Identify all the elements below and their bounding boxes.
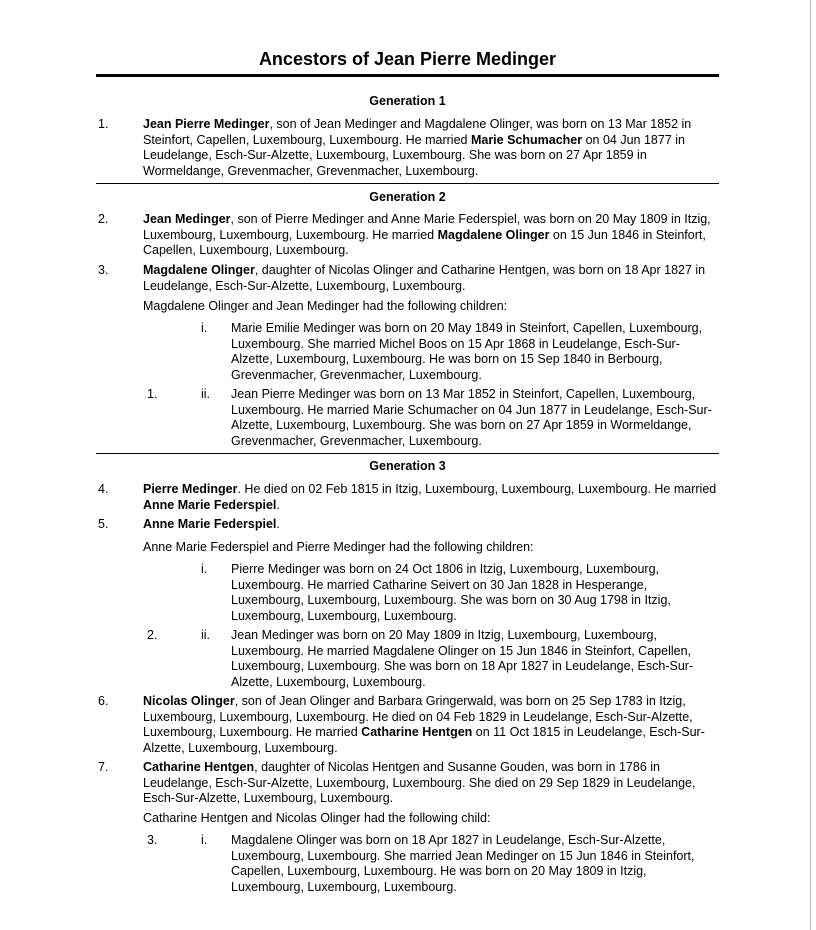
ancestor-entry: 3. Magdalene Olinger, daughter of Nicolas Olinger and Catharine Hentgen, was born on 18 Apr 1827 in Leudelange, Esch-Sur-Alzette, Luxembourg, Luxembourg. — [98, 263, 706, 293]
generation-heading: Generation 3 — [369, 459, 446, 473]
entry-number: 6. — [98, 694, 109, 708]
ancestor-entry: 4. Pierre Medinger. He died on 02 Feb 1815 in Itzig, Luxembourg, Luxembourg, Luxembourg. He married Anne Marie Federspiel. — [98, 482, 717, 512]
entry-number: 5. — [98, 517, 109, 531]
child-text: Magdalene Olinger was born on 18 Apr 1827 in Leudelange, Esch-Sur-Alzette, Luxembourg, Luxembourg. She married Jean Medinger on 15 Jun 1846 in Steinfort, Capellen, Luxembourg, Luxembourg. He was born on 20 May 1809 in Itzig, Luxembourg, Luxembourg, Luxembourg. — [231, 833, 695, 894]
generation-heading: Generation 2 — [369, 190, 446, 204]
spouse-name: Catharine Hentgen — [361, 725, 473, 739]
child-text: Jean Pierre Medinger was born on 13 Mar 1852 in Steinfort, Capellen, Luxembourg, Luxembourg. He married Marie Schumacher on 04 Jun 1877 in Leudelange, Esch-Sur-Alzette, Luxembourg, Luxembourg. She was born on 27 Apr 1859 in Wormeldange, Grevenmacher, Grevenmacher, Luxembourg. — [231, 387, 712, 448]
page-edge-rule — [810, 0, 811, 930]
spouse-name: Marie Schumacher — [470, 132, 583, 147]
child-number: 3. — [147, 833, 158, 847]
child-roman: i. — [201, 833, 208, 847]
child-roman: i. — [201, 562, 208, 576]
child-entry — [96, 321, 719, 383]
child-entry — [96, 833, 719, 895]
child-roman: i. — [201, 321, 208, 335]
entry-number: 2. — [98, 212, 109, 226]
child-entry — [96, 387, 719, 449]
ancestor-entry: 5. Anne Marie Federspiel. — [98, 517, 280, 531]
generation-rule — [96, 183, 719, 184]
child-number: 2. — [147, 628, 158, 642]
entry-number: 1. — [98, 117, 109, 131]
person-name: Pierre Medinger — [143, 482, 238, 496]
ancestor-entry: 6. Nicolas Olinger, son of Jean Olinger and Barbara Gringerwald, was born on 25 Sep 1783 in Itzig, Luxembourg, Luxembourg, Luxembourg. He died on 04 Feb 1829 in Leudelange, Esch-Sur-Alzette, Luxembourg, Luxembourg. He married Catharine Hentgen on 11 Oct 1815 in Leudelange, Esch-Sur-Alzette, Luxembourg, Luxembourg. — [98, 694, 705, 755]
person-name: Jean Pierre Medinger — [143, 117, 270, 131]
generation-rule — [96, 453, 719, 454]
child-number: 1. — [147, 387, 158, 401]
child-roman: ii. — [201, 628, 211, 642]
person-name: Magdalene Olinger — [143, 263, 255, 277]
ancestor-entry: 7. Catharine Hentgen, daughter of Nicolas Hentgen and Susanne Gouden, was born in 1786 in Leudelange, Esch-Sur-Alzette, Luxembourg, Luxembourg. She died on 29 Sep 1829 in Leudelange, Esch-Sur-Alzette, Luxembourg, Luxembourg. — [98, 760, 696, 805]
children-header: Catharine Hentgen and Nicolas Olinger had the following child: — [143, 811, 491, 825]
person-name: Jean Medinger — [143, 212, 231, 226]
ancestor-entry: 1. Jean Pierre Medinger, son of Jean Medinger and Magdalene Olinger, was born on 13 Mar 1852 in Steinfort, Capellen, Luxembourg, Luxembourg. He married Marie Schumacher on 04 Jun 1877 in Leudelange, Esch-Sur-Alzette, Luxembourg, Luxembourg. She was born on 27 Apr 1859 in Wormeldange, Grevenmacher, Grevenmacher, Luxembourg. — [98, 117, 692, 178]
generation-heading: Generation 1 — [369, 94, 446, 108]
spouse-name: Magdalene Olinger — [437, 227, 550, 242]
child-entry — [96, 628, 719, 690]
person-name: Catharine Hentgen — [143, 760, 255, 774]
children-header: Magdalene Olinger and Jean Medinger had the following children: — [143, 299, 508, 313]
person-name: Nicolas Olinger — [143, 694, 235, 708]
ancestor-entry: 2. Jean Medinger, son of Pierre Medinger and Anne Marie Federspiel, was born on 20 May 1809 in Itzig, Luxembourg, Luxembourg, Luxembourg. He married Magdalene Olinger on 15 Jun 1846 in Steinfort, Capellen, Luxembourg, Luxembourg. — [98, 212, 711, 257]
entry-number: 4. — [98, 482, 109, 496]
page-title: Ancestors of Jean Pierre Medinger — [258, 49, 557, 69]
entry-number: 7. — [98, 760, 109, 774]
child-text: Pierre Medinger was born on 24 Oct 1806 in Itzig, Luxembourg, Luxembourg, Luxembourg. He married Catharine Seivert on 30 Jan 1828 in Hesperange, Luxembourg, Luxembourg, Luxembourg. She was born on 30 Aug 1798 in Itzig, Luxembourg, Luxembourg, Luxembourg. — [231, 562, 671, 623]
child-text: Marie Emilie Medinger was born on 20 May 1849 in Steinfort, Capellen, Luxembourg, Luxembourg. She married Michel Boos on 15 Apr 1868 in Leudelange, Esch-Sur-Alzette, Luxembourg, Luxembourg. He was born on 15 Sep 1840 in Berbourg, Grevenmacher, Grevenmacher, Luxembourg. — [231, 321, 703, 382]
entry-number: 3. — [98, 263, 109, 277]
children-header: Anne Marie Federspiel and Pierre Medinger had the following children: — [143, 540, 534, 554]
child-entry — [96, 562, 719, 624]
title-rule — [96, 74, 719, 77]
person-name: Anne Marie Federspiel — [143, 517, 277, 531]
child-roman: ii. — [201, 387, 211, 401]
child-text: Jean Medinger was born on 20 May 1809 in Itzig, Luxembourg, Luxembourg, Luxembourg. He married Magdalene Olinger on 15 Jun 1846 in Steinfort, Capellen, Luxembourg, Luxembourg. She was born on 18 Apr 1827 in Leudelange, Esch-Sur-Alzette, Luxembourg, Luxembourg. — [231, 628, 694, 689]
spouse-name: Anne Marie Federspiel — [143, 497, 277, 512]
